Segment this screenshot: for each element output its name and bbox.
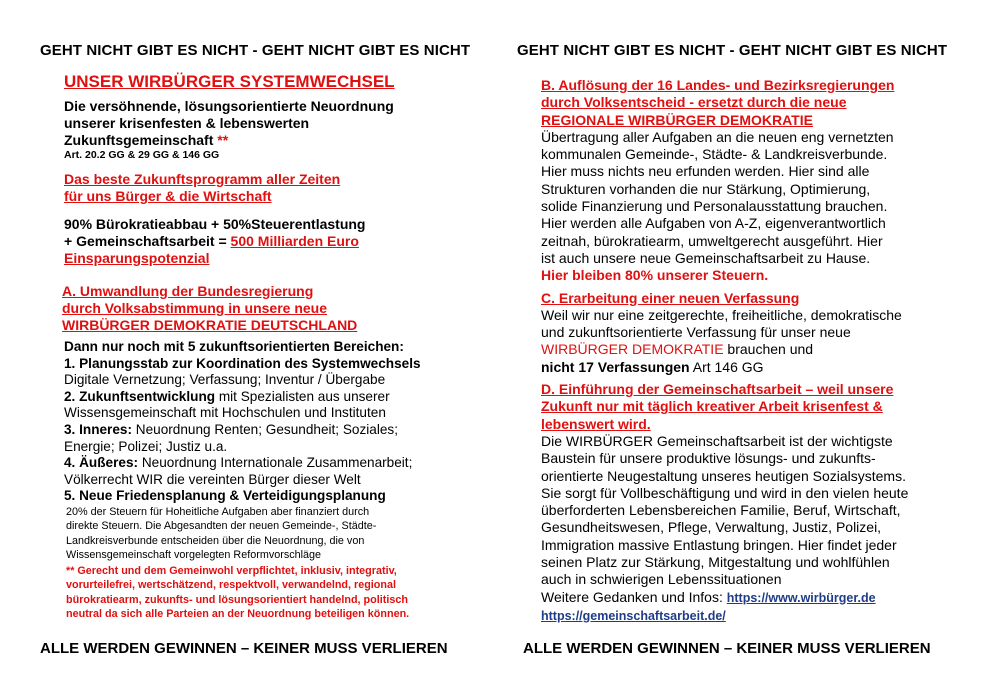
d-text-line: Immigration massive Entlastung bringen. Hier findet jeder bbox=[541, 536, 897, 553]
c-bold-text: nicht 17 Verfassungen bbox=[541, 358, 690, 375]
best-program-line: Das beste Zukunftsprogramm aller Zeiten bbox=[64, 171, 341, 187]
intro-line: Die versöhnende, lösungsorientierte Neuordnung bbox=[64, 98, 394, 114]
section-a bbox=[62, 283, 462, 334]
area-detail: Neuordnung Renten; Gesundheit; Soziales; bbox=[132, 421, 399, 437]
savings-line: Einsparungspotenzial bbox=[64, 250, 210, 266]
area-detail: Wissensgemeinschaft mit Hochschulen und Instituten bbox=[64, 405, 386, 421]
section-b bbox=[541, 77, 961, 129]
d-text-line: Sie sorgt für Vollbeschäftigung und wird in den vielen heute bbox=[541, 484, 909, 501]
tax-note-line: 20% der Steuern für Hoheitliche Aufgaben aber finanziert durch bbox=[66, 506, 370, 518]
d-text-line: überforderten Lebensbereichen Familie, Beruf, Wirtschaft, bbox=[541, 502, 901, 519]
header-left: GEHT NICHT GIBT ES NICHT - GEHT NICHT GIBT ES NICHT bbox=[40, 42, 471, 59]
intro-text bbox=[64, 98, 484, 149]
b-text-line: ist auch unsere neue Gemeinschaftsarbeit zu Hause. bbox=[541, 249, 871, 266]
area-title: 1. Planungsstab zur Koordination des Systemwechsels bbox=[64, 355, 421, 371]
intro-line: unserer krisenfesten & lebenswerten bbox=[64, 115, 310, 131]
section-b-text bbox=[541, 129, 961, 267]
c-text-line: brauchen und bbox=[723, 341, 814, 358]
b-text-line: solide Finanzierung und Personalausstattung brauchen. bbox=[541, 198, 888, 215]
section-b-line: durch Volksentscheid - ersetzt durch die neue bbox=[541, 94, 847, 111]
footnote-line: ** Gerecht und dem Gemeinwohl verpflichtet, inklusiv, integrativ, bbox=[66, 565, 397, 577]
c-text-line: Art 146 GG bbox=[689, 358, 764, 375]
tax-note-line: Landkreisverbunde entscheiden über die Neuordnung, die von bbox=[66, 534, 365, 547]
right-column bbox=[541, 77, 961, 625]
area-detail: Völkerrecht WIR die vereinten Bürger dieser Welt bbox=[64, 471, 361, 487]
section-a-line: WIRBÜRGER DEMOKRATIE DEUTSCHLAND bbox=[62, 317, 358, 333]
best-program-line: für uns Bürger & die Wirtschaft bbox=[64, 188, 272, 204]
areas bbox=[64, 339, 464, 505]
section-b-line: REGIONALE WIRBÜRGER DEMOKRATIE bbox=[541, 111, 813, 128]
b-text-line: Hier werden alle Aufgaben von A-Z, eigenverantwortlich bbox=[541, 215, 886, 232]
articles: Art. 20.2 GG & 29 GG & 146 GG bbox=[64, 149, 220, 161]
c-text-line: Weil wir nur eine zeitgerechte, freiheitliche, demokratische bbox=[541, 306, 902, 323]
footer-left: ALLE WERDEN GEWINNEN – KEINER MUSS VERLIEREN bbox=[40, 640, 448, 657]
section-d-line: D. Einführung der Gemeinschaftsarbeit – weil unsere bbox=[541, 381, 894, 398]
d-text-line: auch in schwierigen Lebenssituationen bbox=[541, 571, 782, 588]
savings bbox=[64, 216, 484, 267]
section-c-text bbox=[541, 307, 961, 376]
section-d-line: lebenswert wird. bbox=[541, 415, 651, 432]
b-text-line: Hier muss nichts neu erfunden werden. Hier sind alle bbox=[541, 163, 870, 180]
intro-line: Zukunftsgemeinschaft bbox=[64, 132, 214, 148]
section-a-line: A. Umwandlung der Bundesregierung bbox=[62, 283, 314, 299]
footnote-line: neutral da sich alle Parteien an der Neuordnung beteiligen können. bbox=[66, 608, 410, 621]
header-right: GEHT NICHT GIBT ES NICHT - GEHT NICHT GIBT ES NICHT bbox=[517, 42, 948, 59]
area-detail: Neuordnung Internationale Zusammenarbeit; bbox=[138, 455, 413, 471]
area-detail: Energie; Polizei; Justiz u.a. bbox=[64, 438, 228, 454]
tax-note-line: Wissensgemeinschaft vorgelegten Reformvorschläge bbox=[66, 549, 322, 562]
tax-note-line: direkte Steuern. Die Abgesandten der neuen Gemeinde-, Städte- bbox=[66, 520, 377, 533]
savings-line: + Gemeinschaftsarbeit = bbox=[64, 233, 231, 249]
b-text-line: kommunalen Gemeinde-, Städte- & Landkreisverbunde. bbox=[541, 146, 888, 163]
left-column bbox=[64, 72, 484, 267]
d-text-line: Die WIRBÜRGER Gemeinschaftsarbeit ist der wichtigste bbox=[541, 432, 893, 449]
b-text-line: zeitnah, bürokratiearm, umweltgerecht ausgeführt. Hier bbox=[541, 232, 883, 249]
gemeinschaftsarbeit-link[interactable]: https://gemeinschaftsarbeit.de/ bbox=[541, 608, 726, 623]
area-detail: mit Spezialisten aus unserer bbox=[215, 388, 390, 404]
section-d-line: Zukunft nur mit täglich kreativer Arbeit krisenfest & bbox=[541, 398, 883, 415]
b-text-line: Übertragung aller Aufgaben an die neuen eng vernetzten bbox=[541, 128, 894, 145]
d-text-line: seinen Platz zur Stärkung, Mitgestaltung und wohlfühlen bbox=[541, 554, 890, 571]
savings-line: 90% Bürokratieabbau + 50%Steuerentlastung bbox=[64, 216, 366, 232]
footnote bbox=[66, 564, 466, 622]
b-text-line: Strukturen vorhanden die nur Stärkung, Optimierung, bbox=[541, 180, 871, 197]
section-b-line: B. Auflösung der 16 Landes- und Bezirksregierungen bbox=[541, 77, 895, 93]
areas-intro: Dann nur noch mit 5 zukunftsorientierten Bereichen: bbox=[64, 339, 404, 354]
c-red-text: WIRBÜRGER DEMOKRATIE bbox=[541, 341, 724, 358]
wirbuerger-link[interactable]: https://www.wirbürger.de bbox=[726, 590, 876, 605]
savings-amount: 500 Milliarden Euro bbox=[230, 233, 359, 249]
tax-note bbox=[66, 505, 466, 563]
b-highlight: Hier bleiben 80% unserer Steuern. bbox=[541, 267, 769, 284]
d-text-line: Baustein für unsere produktive lösungs- und zukunfts- bbox=[541, 450, 876, 467]
area-title: 4. Äußeres: bbox=[64, 455, 139, 471]
section-d-text bbox=[541, 433, 961, 589]
best-program bbox=[64, 171, 484, 205]
area-title: 2. Zukunftsentwicklung bbox=[64, 388, 216, 404]
section-d bbox=[541, 381, 961, 433]
footer-right: ALLE WERDEN GEWINNEN – KEINER MUSS VERLIEREN bbox=[523, 640, 931, 657]
section-a-line: durch Volksabstimmung in unsere neue bbox=[62, 300, 328, 316]
area-detail: Digitale Vernetzung; Verfassung; Inventur / Übergabe bbox=[64, 372, 386, 388]
left-title: UNSER WIRBÜRGER SYSTEMWECHSEL bbox=[64, 72, 395, 91]
more-info-label: Weitere Gedanken und Infos: bbox=[541, 588, 727, 605]
footnote-marker: ** bbox=[217, 132, 229, 148]
section-c: C. Erarbeitung einer neuen Verfassung bbox=[541, 289, 800, 306]
footnote-line: bürokratiearm, zukunfts- und lösungsorientiert handelnd, politisch bbox=[66, 593, 408, 606]
area-title: 5. Neue Friedensplanung & Verteidigungsplanung bbox=[64, 488, 386, 504]
c-text-line: und zukunftsorientierte Verfassung für unser neue bbox=[541, 324, 851, 341]
footnote-line: vorurteilefrei, wertschätzend, respektvoll, verwandelnd, regional bbox=[66, 579, 397, 592]
d-text-line: Gesundheitswesen, Pflege, Verwaltung, Justiz, Polizei, bbox=[541, 519, 882, 536]
d-text-line: orientierte Neugestaltung unseres heutigen Sozialsystems. bbox=[541, 467, 906, 484]
area-title: 3. Inneres: bbox=[64, 421, 132, 437]
